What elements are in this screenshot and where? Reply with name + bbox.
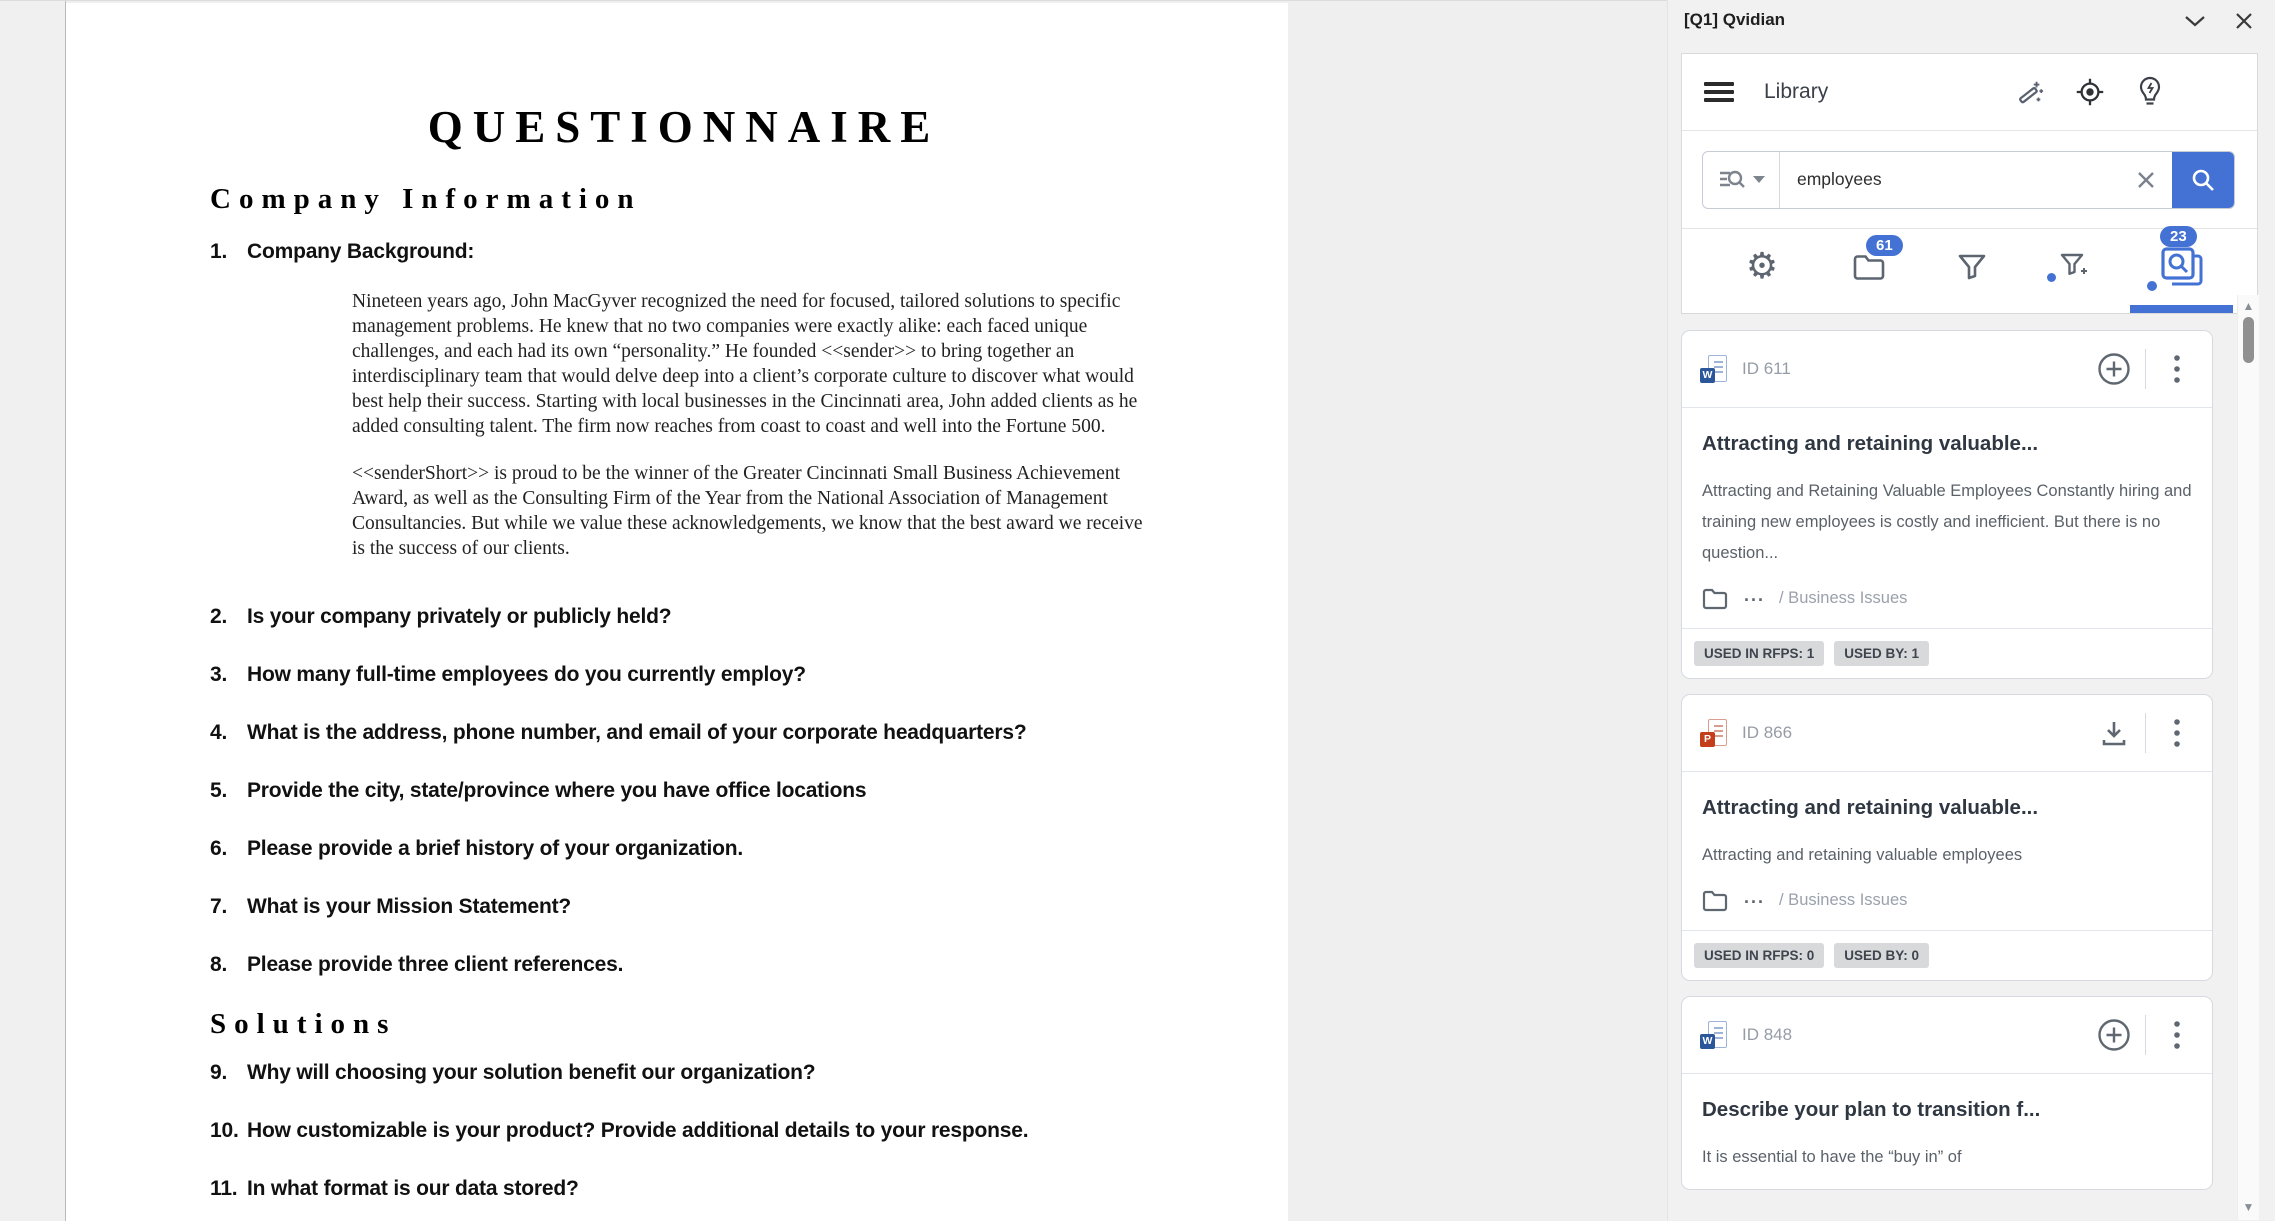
tab-folders[interactable] (1852, 237, 1893, 281)
question-text: What is the address, phone number, and email of your corporate headquarters? (247, 721, 1027, 744)
powerpoint-file-icon: P (1700, 719, 1727, 748)
question-item (210, 1177, 1158, 1200)
card-header (1682, 997, 2212, 1074)
qvidian-addin-panel (1667, 0, 2275, 1220)
search-bar (1702, 151, 2235, 209)
folder-path[interactable]: / Business Issues (1779, 589, 1908, 607)
scroll-down-button[interactable]: ▼ (2242, 1200, 2255, 1214)
used-by-badge: USED BY: 0 (1834, 943, 1929, 968)
target-icon[interactable] (2075, 77, 2105, 107)
panel-window-title: [Q1] Qvidian (1684, 10, 1786, 29)
card-title[interactable]: Attracting and retaining valuable... (1702, 796, 2039, 819)
download-icon (2100, 719, 2128, 747)
clear-x-icon (2136, 170, 2156, 190)
results-scrollbar[interactable] (2237, 295, 2259, 1220)
tab-smart-filter[interactable] (2058, 252, 2090, 282)
close-icon (2235, 12, 2253, 30)
document-left-margin (0, 1, 66, 1221)
folders-count-badge: 61 (1866, 235, 1903, 256)
card-header (1682, 331, 2212, 408)
folder-icon (1702, 890, 1728, 912)
panel-collapse-button[interactable] (2180, 8, 2210, 34)
search-type-icon (1718, 167, 1746, 193)
result-card (1681, 330, 2213, 679)
lightbulb-icon[interactable] (2135, 77, 2165, 107)
gear-icon: ⚙ (1745, 246, 1779, 287)
question-text: Please provide three client references. (247, 953, 624, 976)
search-results-icon (2160, 246, 2204, 288)
question-number: 2. (210, 605, 228, 628)
panel-close-button[interactable] (2229, 8, 2259, 34)
question-text: Is your company privately or publicly held? (247, 605, 672, 628)
question-number: 6. (210, 837, 228, 860)
library-toolbar (1682, 54, 2257, 131)
plus-circle-icon (2097, 352, 2131, 386)
used-in-rfps-badge: USED IN RFPS: 1 (1694, 641, 1824, 666)
card-snippet: Attracting and retaining valuable employees (1702, 846, 2023, 864)
question-item (210, 953, 1158, 976)
download-button[interactable] (2095, 714, 2133, 752)
word-file-icon: W (1700, 355, 1727, 384)
question-item (210, 895, 1158, 918)
card-id: ID 848 (1742, 1025, 1793, 1044)
question-item (210, 605, 1158, 628)
page-title: QUESTIONNAIRE (427, 102, 941, 152)
chevron-down-icon (2184, 15, 2206, 27)
kebab-icon (2173, 1020, 2181, 1050)
question-number: 3. (210, 663, 228, 686)
question-item (210, 1119, 1158, 1142)
card-footer (1682, 628, 2212, 678)
filter-sparkle-icon (2058, 252, 2090, 282)
card-snippet: Attracting and Retaining Valuable Employees Constantly hiring and training new employees is costly and inefficient. But there is no question... (1702, 482, 2192, 562)
divider (2145, 713, 2146, 753)
card-title[interactable]: Describe your plan to transition f... (1702, 1098, 2041, 1121)
search-icon (2190, 167, 2216, 193)
section-heading-company-information: Company Information (210, 183, 642, 215)
document-page[interactable] (66, 3, 1288, 1221)
search-button[interactable] (2172, 152, 2234, 208)
card-id: ID 611 (1742, 359, 1791, 378)
card-snippet: It is essential to have the “buy in” of (1702, 1148, 1962, 1166)
question-number: 1. (210, 240, 228, 263)
paragraph: <<senderShort>> is proud to be the winner of the Greater Cincinnati Small Business Achievement Award, as well as the Consulting Firm of the Year from the National Association of Management Consultancies. But while we value these acknowledgements, we know that the best award we receive is the success of our clients. (352, 463, 1143, 559)
question-item (210, 1061, 1158, 1084)
question-text: How customizable is your product? Provide additional details to your response. (247, 1119, 1029, 1142)
tab-settings[interactable] (1745, 246, 1779, 287)
divider (2145, 349, 2146, 389)
question-item (210, 663, 1158, 686)
scroll-thumb[interactable] (2243, 317, 2254, 363)
question-number: 5. (210, 779, 228, 802)
add-to-document-button[interactable] (2095, 350, 2133, 388)
question-item (210, 837, 1158, 860)
question-item (210, 721, 1158, 744)
used-in-rfps-badge: USED IN RFPS: 0 (1694, 943, 1824, 968)
breadcrumb-ellipsis[interactable]: ... (1744, 887, 1766, 907)
question-text: Provide the city, state/province where you have office locations (247, 779, 867, 802)
question-text: In what format is our data stored? (247, 1177, 579, 1200)
word-file-icon: W (1700, 1021, 1727, 1050)
folder-row (1702, 585, 2192, 612)
divider (2145, 1015, 2146, 1055)
notification-dot (2147, 281, 2157, 291)
search-type-dropdown[interactable] (1703, 152, 1780, 208)
question-number: 4. (210, 721, 228, 744)
panel-header (1668, 0, 2275, 44)
kebab-icon (2173, 718, 2181, 748)
search-row (1682, 131, 2257, 229)
search-input[interactable] (1780, 152, 2120, 208)
more-menu-button[interactable] (2158, 350, 2196, 388)
question-number: 10. (210, 1119, 239, 1142)
question-number: 11. (210, 1177, 238, 1200)
folder-icon (1852, 253, 1886, 281)
add-to-document-button[interactable] (2095, 1016, 2133, 1054)
question-text: Please provide a brief history of your organization. (247, 837, 744, 860)
question-number: 8. (210, 953, 228, 976)
section-heading-solutions: Solutions (210, 1008, 397, 1040)
paragraph: Nineteen years ago, John MacGyver recognized the need for focused, tailored solutions to specific management problems. He knew that no two companies were exactly alike: each faced unique challenges, and each had its own “personality.” He founded <<sender>> to bring together an interdisciplinary team that would delve deep into a client’s corporate culture to discover what would best help their success. Starting with local businesses in the Cincinnati area, John added clients as he added consulting talent. The firm now reaches from coast to coast and well into the Fortune 500. (352, 291, 1138, 437)
card-footer (1682, 930, 2212, 980)
card-title[interactable]: Attracting and retaining valuable... (1702, 432, 2039, 455)
folder-path[interactable]: / Business Issues (1779, 891, 1908, 909)
panel-body (1681, 53, 2258, 314)
more-menu-button[interactable] (2158, 714, 2196, 752)
more-menu-button[interactable] (2158, 1016, 2196, 1054)
question-text: What is your Mission Statement? (247, 895, 572, 918)
folder-icon (1702, 588, 1728, 610)
question-text: Why will choosing your solution benefit our organization? (247, 1061, 816, 1084)
card-header (1682, 695, 2212, 772)
clear-search-button[interactable] (2120, 152, 2172, 208)
breadcrumb-ellipsis[interactable]: ... (1744, 585, 1766, 605)
tab-filter[interactable] (1957, 252, 1987, 282)
results-count-badge: 23 (2160, 226, 2197, 247)
magic-wand-icon[interactable] (2015, 77, 2045, 107)
question-item (210, 779, 1158, 802)
card-id: ID 866 (1742, 723, 1793, 742)
question-item (210, 240, 1158, 263)
panel-tabs (1682, 229, 2257, 313)
result-card (1681, 694, 2213, 981)
question-number: 7. (210, 895, 228, 918)
kebab-icon (2173, 354, 2181, 384)
plus-circle-icon (2097, 1018, 2131, 1052)
folder-row (1702, 887, 2192, 914)
question-number: 9. (210, 1061, 228, 1084)
panel-title: Library (1764, 80, 1829, 103)
tab-search-results[interactable] (2160, 228, 2204, 288)
caret-down-icon (1753, 176, 1765, 183)
scroll-up-button[interactable]: ▲ (2242, 299, 2255, 313)
used-by-badge: USED BY: 1 (1834, 641, 1929, 666)
question-text: Company Background: (247, 240, 475, 263)
filter-icon (1957, 252, 1987, 282)
result-card (1681, 996, 2213, 1190)
search-results-list (1681, 311, 2213, 1220)
question-text: How many full-time employees do you currently employ? (247, 663, 806, 686)
notification-dot (2047, 273, 2056, 282)
menu-icon[interactable] (1704, 78, 1734, 106)
